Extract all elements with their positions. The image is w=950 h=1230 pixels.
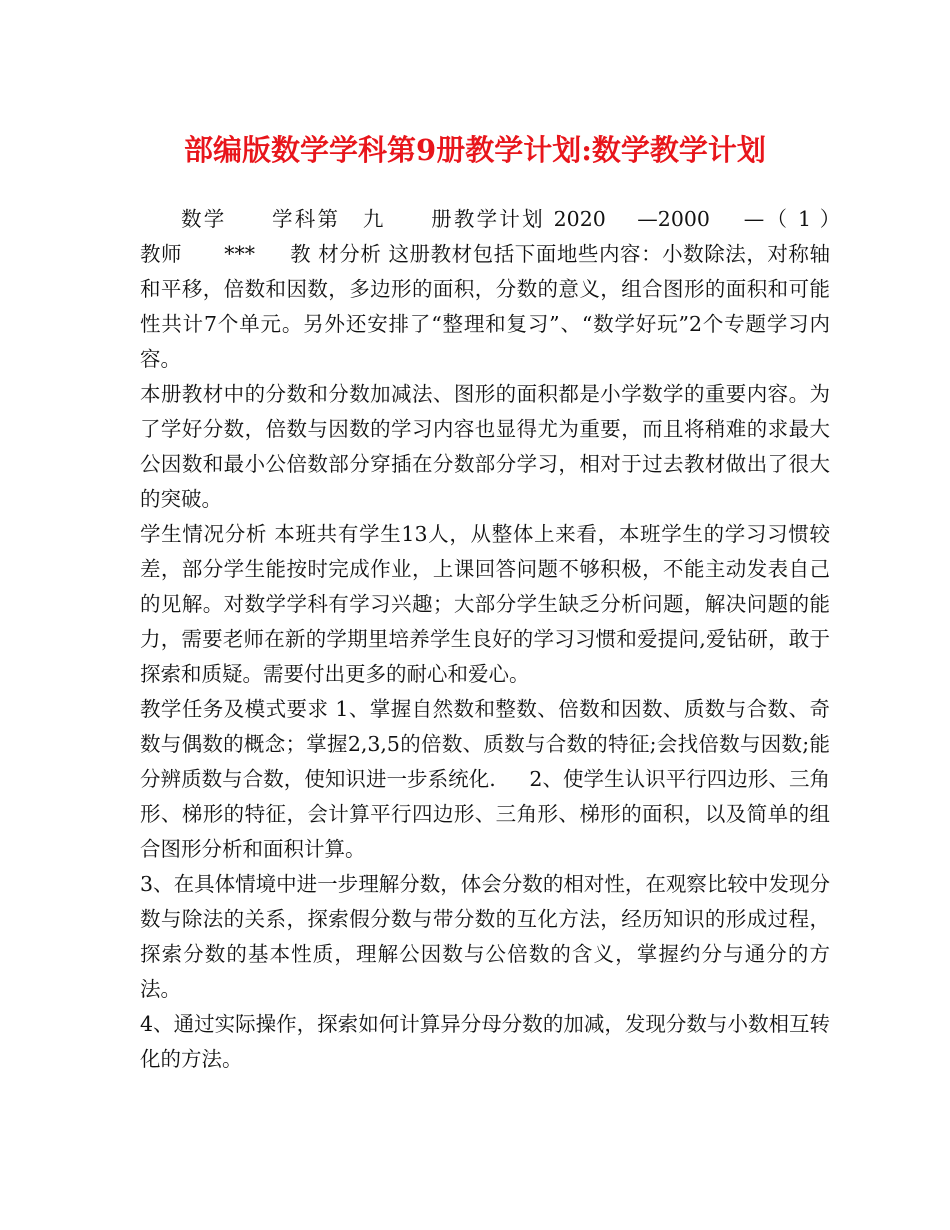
document-body [140,202,871,1077]
paragraph-student-analysis: 学生情况分析 本班共有学生13人，从整体上来看，本班学生的学习习惯较差，部分学生能按时完成作业，上课回答问题不够积极，不能主动发表自己的见解。对数学学科有学习兴趣；大部分学生缺乏分析问题，解决问题的能力，需要老师在新的学期里培养学生良好的学习习惯和爱提问,爱钻研，敢于探索和质疑。需要付出更多的耐心和爱心。 [140,522,830,686]
paragraph-intro: 数学 学科第 九 册教学计划 2020 —2000 —（ 1 ） 教师 *** 教 材分析 这册教材包括下面地些内容：小数除法，对称轴和平移，倍数和因数，多边形的面积，分数的意义，组合图形的面积和可能性共计7个单元。另外还安排了“整理和复习”、“数学好玩”2个专题学习内容。 [140,207,871,371]
paragraph-item-4: 4、通过实际操作，探索如何计算异分母分数的加减，发现分数与小数相互转化的方法。 [140,1012,830,1071]
document-title: 部编版数学学科第9册教学计划:数学教学计划 [184,133,766,167]
paragraph-item-3: 3、在具体情境中进一步理解分数，体会分数的相对性，在观察比较中发现分数与除法的关系，探索假分数与带分数的互化方法，经历知识的形成过程，探索分数的基本性质，理解公因数与公倍数的含义，掌握约分与通分的方法。 [140,872,830,1001]
paragraph-teaching-tasks: 教学任务及模式要求 1、掌握自然数和整数、倍数和因数、质数与合数、奇数与偶数的概念；掌握2,3,5的倍数、质数与合数的特征;会找倍数与因数;能分辨质数与合数，使知识进一步系统化. 2、使学生认识平行四边形、三角形、梯形的特征，会计算平行四边形、三角形、梯形的面积，以及简单的组合图形分析和面积计算。 [140,697,830,861]
paragraph-textbook-content: 本册教材中的分数和分数加减法、图形的面积都是小学数学的重要内容。为了学好分数，倍数与因数的学习内容也显得尤为重要，而且将稍难的求最大公因数和最小公倍数部分穿插在分数部分学习，相对于过去教材做出了很大的突破。 [140,382,830,511]
